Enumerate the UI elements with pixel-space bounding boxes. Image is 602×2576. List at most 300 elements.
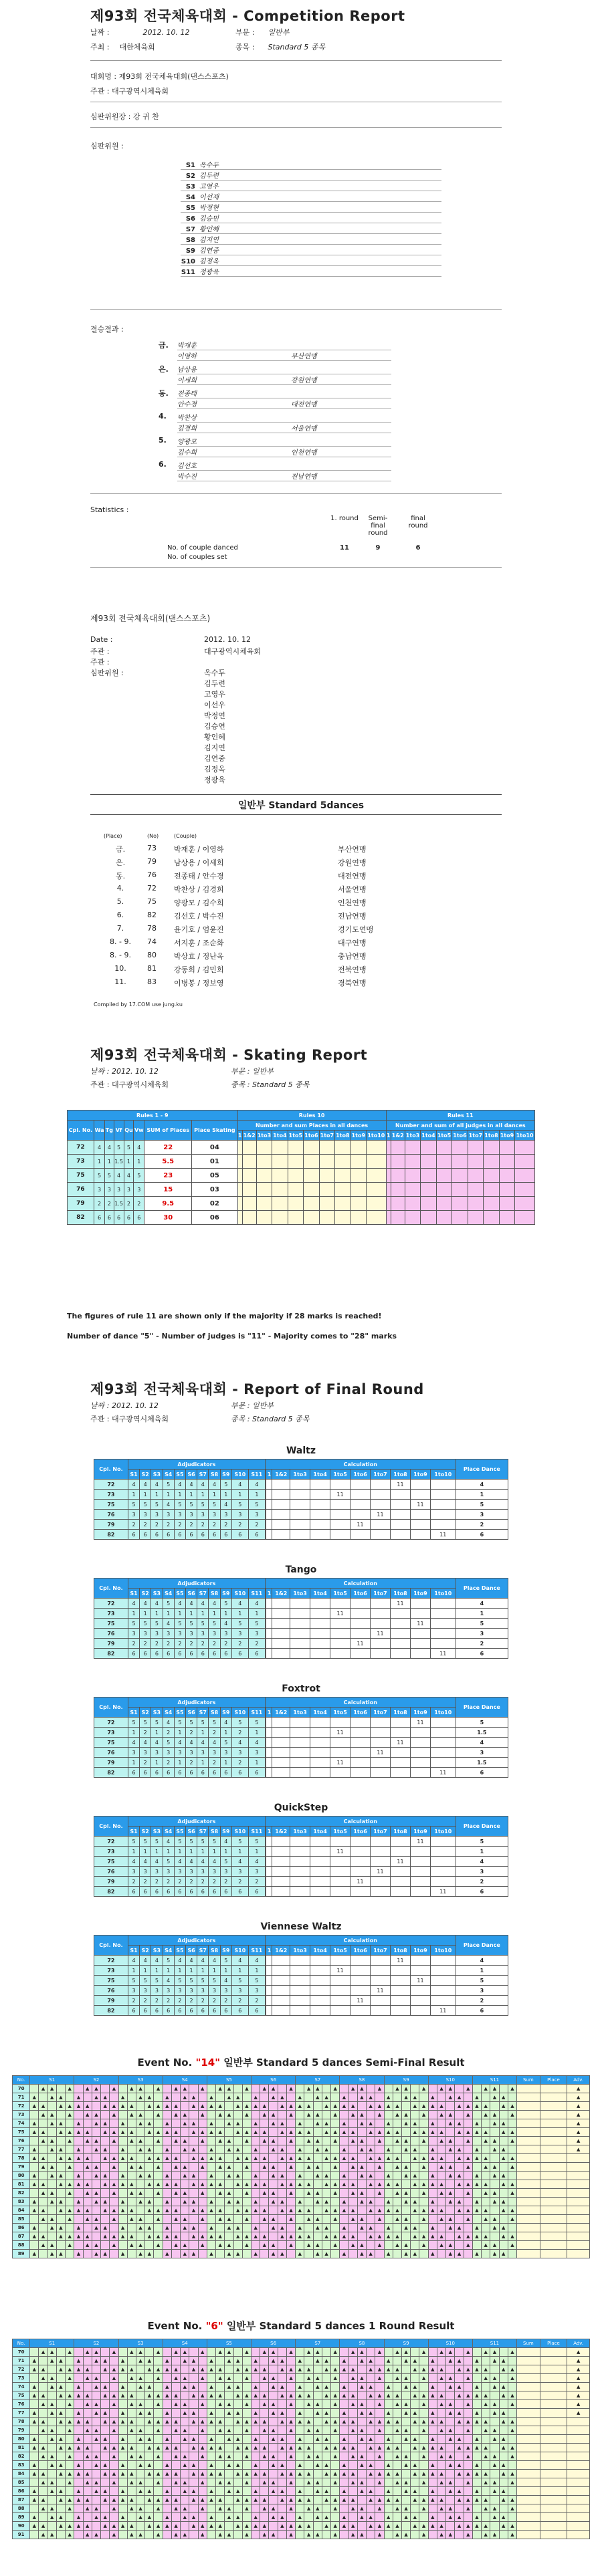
vote-cell: ▲ [340, 2128, 348, 2137]
stat-value: 11 [340, 544, 349, 552]
vote-cell: ▲ [47, 2093, 56, 2102]
vote-cell: ▲ [171, 2426, 180, 2435]
vote-cell [181, 2206, 189, 2215]
vote-cell: ▲ [198, 2418, 207, 2426]
vote-cell: ▲ [127, 2365, 136, 2374]
calc-cell [330, 1639, 350, 1649]
vote-cell: ▲ [322, 2154, 330, 2163]
vote-cell [393, 2224, 401, 2232]
vote-cell [286, 2224, 295, 2232]
calc-col-head: 1to10 [430, 1589, 456, 1599]
place-dance-header: Place Dance [456, 1578, 508, 1599]
vote-cell: ▲ [499, 2154, 508, 2163]
table-row [94, 1837, 508, 1847]
vote-cell: ▲ [340, 2409, 348, 2418]
judge-mark: 1 [174, 1847, 185, 1857]
vote-cell: ▲ [411, 2522, 419, 2531]
vote-cell: ▲ [83, 2400, 92, 2409]
vote-cell: ▲ [375, 2470, 384, 2478]
vote-cell: ▲ [136, 2215, 144, 2224]
vote-cell: ▲ [464, 2189, 472, 2198]
vote-cell: ▲ [455, 2496, 464, 2504]
dance-place: 4 [456, 1857, 508, 1867]
rule11-cell [484, 1183, 499, 1197]
judge-mark: 6 [220, 1530, 231, 1540]
vote-cell: ▲ [136, 2085, 144, 2093]
judge-mark: 6 [197, 1768, 209, 1778]
judge-mark: 4 [185, 1956, 197, 1966]
judge-mark: 6 [174, 1530, 185, 1540]
calc-cell: 11 [330, 1728, 350, 1738]
vote-cell [216, 2461, 225, 2470]
judge-mark: 6 [163, 1649, 174, 1659]
vote-cell: ▲ [83, 2137, 92, 2145]
vote-cell [499, 2452, 508, 2461]
vote-cell [322, 2085, 330, 2093]
calc-cell [290, 1976, 310, 1986]
rule10-cell [242, 1141, 256, 1155]
vote-cell: ▲ [304, 2128, 313, 2137]
judge-mark: 2 [248, 1520, 265, 1530]
vote-cell: ▲ [490, 2504, 499, 2513]
vote-cell: ▲ [455, 2461, 464, 2470]
advance-mark [567, 2198, 590, 2206]
vote-cell: ▲ [278, 2435, 286, 2444]
vote-cell: ▲ [118, 2119, 127, 2128]
vote-cell [446, 2102, 455, 2111]
couple-number: 79 [13, 2163, 30, 2172]
judge-mark: 3 [185, 1510, 197, 1520]
vote-cell: ▲ [357, 2478, 366, 2487]
calc-col-head: 1to6 [350, 1589, 371, 1599]
vote-cell: ▲ [472, 2128, 481, 2137]
vote-cell: ▲ [367, 2172, 375, 2180]
calc-cell [272, 1619, 290, 1629]
vote-cell: ▲ [490, 2145, 499, 2154]
vote-cell [163, 2478, 171, 2487]
vote-cell: ▲ [66, 2128, 74, 2137]
vote-cell: ▲ [83, 2452, 92, 2461]
vote-cell [411, 2189, 419, 2198]
vote-cell: ▲ [286, 2478, 295, 2487]
column-header: Wa [94, 1121, 104, 1141]
vote-cell [225, 2470, 233, 2478]
vote-cell [110, 2461, 118, 2470]
vote-cell: ▲ [47, 2085, 56, 2093]
vote-cell [127, 2250, 136, 2258]
judge-col-head: S4 [163, 1827, 174, 1837]
round1-title [0, 2319, 602, 2333]
vote-cell: ▲ [171, 2391, 180, 2400]
vote-cell [367, 2085, 375, 2093]
vote-cell: ▲ [66, 2215, 74, 2224]
dance-place: 5 [456, 1619, 508, 1629]
judge-mark: 4 [220, 1619, 231, 1629]
vote-cell: ▲ [490, 2215, 499, 2224]
vote-cell [136, 2180, 144, 2189]
calc-col-head: 1to8 [391, 1946, 411, 1956]
vote-cell: ▲ [207, 2154, 215, 2163]
vote-cell [74, 2137, 83, 2145]
vote-cell: ▲ [304, 2085, 313, 2093]
vote-cell [145, 2241, 154, 2250]
vote-cell: ▲ [411, 2232, 419, 2241]
vote-cell: ▲ [402, 2145, 411, 2154]
vote-cell [357, 2522, 366, 2531]
table-row [94, 1956, 508, 1966]
vote-cell [171, 2383, 180, 2391]
judge-col-head: S10 [428, 2339, 472, 2348]
vote-cell [181, 2102, 189, 2111]
vote-cell: ▲ [419, 2418, 428, 2426]
vote-cell: ▲ [47, 2400, 56, 2409]
vote-place [540, 2119, 567, 2128]
vote-cell: ▲ [92, 2215, 100, 2224]
vote-cell [242, 2093, 251, 2102]
vote-cell: ▲ [118, 2461, 127, 2470]
vote-cell: ▲ [428, 2383, 437, 2391]
vote-cell: ▲ [198, 2391, 207, 2400]
vote-cell [118, 2241, 127, 2250]
calc-cell [290, 1619, 310, 1629]
vote-cell: ▲ [242, 2504, 251, 2513]
advance-mark [567, 2215, 590, 2224]
table-row [13, 2444, 590, 2452]
vote-cell: ▲ [189, 2180, 198, 2189]
advance-mark [567, 2504, 590, 2513]
vote-cell [39, 2250, 47, 2258]
rule11-cell [405, 1169, 420, 1183]
calc-cell [350, 1480, 371, 1490]
judge-mark: 5 [174, 1500, 185, 1510]
judge-mark: 1 [231, 1966, 248, 1976]
judge-mark: 5 [197, 1976, 209, 1986]
vote-cell: ▲ [92, 2478, 100, 2487]
vote-cell: ▲ [216, 2452, 225, 2461]
vote-cell [393, 2093, 401, 2102]
vote-cell [110, 2487, 118, 2496]
vote-cell: ▲ [508, 2400, 516, 2409]
vote-cell: ▲ [490, 2435, 499, 2444]
rule10-cell [350, 1183, 366, 1197]
vote-cell: ▲ [189, 2154, 198, 2163]
vote-cell: ▲ [225, 2111, 233, 2119]
vote-cell [189, 2163, 198, 2172]
vote-cell: ▲ [375, 2522, 384, 2531]
calc-cell [290, 1996, 310, 2006]
vote-cell [154, 2409, 163, 2418]
vote-cell [154, 2119, 163, 2128]
vote-cell: ▲ [419, 2163, 428, 2172]
vote-cell: ▲ [357, 2093, 366, 2102]
calc-cell: 11 [350, 1520, 371, 1530]
vote-cell: ▲ [278, 2093, 286, 2102]
vote-sum [517, 2452, 540, 2461]
vote-cell: ▲ [136, 2452, 144, 2461]
vote-cell: ▲ [286, 2496, 295, 2504]
vote-cell: ▲ [145, 2444, 154, 2452]
vote-cell: ▲ [296, 2496, 304, 2504]
calc-cell [272, 1758, 290, 1768]
vote-cell: ▲ [428, 2154, 437, 2163]
vote-cell: ▲ [322, 2198, 330, 2206]
vote-cell: ▲ [260, 2531, 269, 2539]
vote-cell: ▲ [402, 2478, 411, 2487]
judge-mark: 2 [140, 1877, 151, 1887]
vote-cell: ▲ [110, 2426, 118, 2435]
vote-cell: ▲ [490, 2189, 499, 2198]
vote-cell: ▲ [437, 2426, 445, 2435]
calc-cell [290, 1500, 310, 1510]
vote-cell: ▲ [118, 2128, 127, 2137]
vote-cell [233, 2189, 242, 2198]
summary-judge: 이선우 [204, 701, 225, 709]
judge-col-head: S10 [231, 1589, 248, 1599]
judge-col-head: S9 [384, 2339, 428, 2348]
judge-mark: 2 [140, 1996, 151, 2006]
vote-cell: ▲ [296, 2365, 304, 2374]
vote-cell [207, 2111, 215, 2119]
sum-of-places: 30 [144, 1211, 192, 1225]
judge-mark: 5 [231, 1500, 248, 1510]
vote-cell: ▲ [101, 2461, 110, 2470]
calc-col-head: 1to3 [290, 1470, 310, 1480]
rule10-cell [319, 1197, 334, 1211]
vote-cell: ▲ [367, 2145, 375, 2154]
vote-cell: ▲ [482, 2348, 490, 2357]
result-partner-a: 전종태 [177, 388, 391, 398]
place-range-head: 1to5 [288, 1131, 303, 1141]
vote-cell [508, 2250, 516, 2258]
vote-cell: ▲ [171, 2444, 180, 2452]
vote-cell: ▲ [39, 2478, 47, 2487]
vote-cell: ▲ [411, 2444, 419, 2452]
vote-cell: ▲ [39, 2241, 47, 2250]
dance-place: 4 [456, 1738, 508, 1748]
vote-cell [348, 2145, 357, 2154]
vote-cell [198, 2435, 207, 2444]
calc-col-head: 1to7 [371, 1470, 391, 1480]
judge-mark: 5 [209, 1718, 220, 1728]
calc-cell [410, 1480, 430, 1490]
vote-cell: ▲ [47, 2435, 56, 2444]
calc-col-head: 1to9 [410, 1946, 430, 1956]
place-range-head: 1to9 [499, 1131, 514, 1141]
judge-mark: 3 [163, 1629, 174, 1639]
calc-cell [391, 1619, 411, 1629]
skating-note-1: The figures of rule 11 are shown only if the majority if 28 marks is reached! [67, 1312, 382, 1320]
vote-cell: ▲ [83, 2241, 92, 2250]
vote-cell [163, 2348, 171, 2357]
vote-cell: ▲ [296, 2461, 304, 2470]
vote-cell: ▲ [331, 2128, 340, 2137]
calc-cell: 11 [430, 1649, 456, 1659]
table-header-row [94, 1936, 508, 1946]
calc-cell [371, 1599, 391, 1609]
advance-mark: ▲ [567, 2365, 590, 2374]
vote-cell: ▲ [357, 2189, 366, 2198]
vote-cell [393, 2383, 401, 2391]
vote-cell: ▲ [47, 2215, 56, 2224]
vote-cell: ▲ [101, 2513, 110, 2522]
judge-mark: 4 [231, 1599, 248, 1609]
vote-cell: ▲ [508, 2365, 516, 2374]
judge-mark: 1 [174, 1609, 185, 1619]
vote-cell: ▲ [216, 2137, 225, 2145]
vote-cell [47, 2128, 56, 2137]
vote-cell: ▲ [286, 2180, 295, 2189]
judge-mark: 3 [163, 1510, 174, 1520]
vote-cell: ▲ [322, 2232, 330, 2241]
vote-cell [455, 2452, 464, 2461]
judge-mark: 5 [163, 1956, 174, 1966]
vote-cell: ▲ [260, 2163, 269, 2172]
vote-cell: ▲ [145, 2487, 154, 2496]
vote-cell [30, 2426, 39, 2435]
calc-cell [266, 1738, 272, 1748]
vote-cell: ▲ [375, 2391, 384, 2400]
vote-cell [304, 2093, 313, 2102]
vote-place [540, 2137, 567, 2145]
calc-cell [371, 2006, 391, 2016]
judge-mark: 5 [163, 1599, 174, 1609]
vote-cell: ▲ [472, 2522, 481, 2531]
vote-cell [269, 2470, 278, 2478]
vote-cell [446, 2206, 455, 2215]
vote-cell: ▲ [286, 2400, 295, 2409]
vote-cell: ▲ [83, 2111, 92, 2119]
judge-mark: 1 [197, 1758, 209, 1768]
vote-cell [482, 2383, 490, 2391]
vote-cell: ▲ [278, 2383, 286, 2391]
vote-cell: ▲ [74, 2461, 83, 2470]
vote-cell [110, 2093, 118, 2102]
vote-cell: ▲ [437, 2102, 445, 2111]
vote-cell: ▲ [66, 2189, 74, 2198]
vote-cell: ▲ [127, 2180, 136, 2189]
dance-place: 2 [94, 1197, 104, 1211]
vote-cell [286, 2250, 295, 2258]
result-grid-table [12, 2075, 590, 2258]
vote-cell [393, 2198, 401, 2206]
vote-cell [428, 2400, 437, 2409]
vote-cell: ▲ [384, 2119, 393, 2128]
vote-cell: ▲ [437, 2215, 445, 2224]
calc-cell [272, 1718, 290, 1728]
judge-code: S8 [185, 237, 195, 244]
date-label: 날짜 : [90, 28, 110, 37]
table-row [13, 2435, 590, 2444]
calc-cell [430, 1966, 456, 1976]
vote-cell: ▲ [269, 2374, 278, 2383]
vote-cell: ▲ [304, 2478, 313, 2487]
judge-mark: 3 [209, 1748, 220, 1758]
vote-cell: ▲ [393, 2128, 401, 2137]
vote-cell [154, 2357, 163, 2365]
calc-col-head: 1to7 [371, 1827, 391, 1837]
vote-cell: ▲ [428, 2198, 437, 2206]
vote-cell [171, 2487, 180, 2496]
vote-cell [260, 2487, 269, 2496]
couple-number: 73 [94, 1728, 128, 1738]
vote-cell: ▲ [472, 2418, 481, 2426]
vote-cell: ▲ [464, 2522, 472, 2531]
vote-cell: ▲ [233, 2391, 242, 2400]
summary-value: 대구광역시체육회 [204, 647, 262, 656]
calc-col-head: 1to10 [430, 1827, 456, 1837]
vote-cell: ▲ [357, 2119, 366, 2128]
vote-cell: ▲ [375, 2128, 384, 2137]
judge-col-head: S2 [74, 2076, 118, 2085]
vote-cell [171, 2119, 180, 2128]
judge-mark: 6 [151, 1530, 163, 1540]
vote-cell [154, 2145, 163, 2154]
couple-number: 82 [94, 1530, 128, 1540]
vote-cell [92, 2206, 100, 2215]
dance-place: 6 [456, 1887, 508, 1897]
vote-cell: ▲ [472, 2391, 481, 2400]
judge-mark: 3 [151, 1748, 163, 1758]
place-range-head: 1to8 [484, 1131, 499, 1141]
calc-cell [410, 1738, 430, 1748]
table-row [13, 2224, 590, 2232]
judge-mark: 3 [197, 1629, 209, 1639]
vote-cell: ▲ [508, 2111, 516, 2119]
calc-cell [350, 1837, 371, 1847]
vote-cell: ▲ [269, 2487, 278, 2496]
vote-cell [322, 2241, 330, 2250]
vote-cell [198, 2224, 207, 2232]
vote-cell: ▲ [428, 2172, 437, 2180]
judge-mark: 3 [174, 1986, 185, 1996]
vote-cell: ▲ [472, 2198, 481, 2206]
dance-place: 5 [134, 1169, 144, 1183]
judge-mark: 3 [163, 1986, 174, 1996]
vote-cell: ▲ [331, 2470, 340, 2478]
vote-cell: ▲ [278, 2461, 286, 2470]
judge-col-head: S4 [163, 2076, 207, 2085]
vote-cell: ▲ [127, 2400, 136, 2409]
vote-cell: ▲ [189, 2172, 198, 2180]
vote-cell: ▲ [225, 2487, 233, 2496]
vote-cell: ▲ [260, 2478, 269, 2487]
couple-number: 71 [13, 2093, 30, 2102]
judge-mark: 6 [197, 1887, 209, 1897]
vote-cell [252, 2531, 260, 2539]
vote-cell: ▲ [411, 2435, 419, 2444]
vote-cell [490, 2444, 499, 2452]
round1-title-text: 일반부 Standard 5 dances 1 Round Result [226, 2320, 455, 2332]
vote-cell [181, 2128, 189, 2137]
calc-cell [266, 1629, 272, 1639]
vote-cell [278, 2400, 286, 2409]
vote-cell: ▲ [154, 2444, 163, 2452]
vote-cell: ▲ [313, 2241, 322, 2250]
couple-number: 76 [94, 1629, 128, 1639]
vote-cell: ▲ [171, 2154, 180, 2163]
vote-cell: ▲ [47, 2513, 56, 2522]
vote-cell [384, 2348, 393, 2357]
advance-mark: ▲ [567, 2137, 590, 2145]
vote-cell: ▲ [181, 2426, 189, 2435]
couple-number: 73 [13, 2374, 30, 2383]
judge-col-head: S1 [128, 1589, 139, 1599]
vote-cell [145, 2478, 154, 2487]
vote-cell [331, 2487, 340, 2496]
place-skating: 01 [192, 1155, 237, 1169]
vote-cell [154, 2435, 163, 2444]
vote-cell [47, 2522, 56, 2531]
